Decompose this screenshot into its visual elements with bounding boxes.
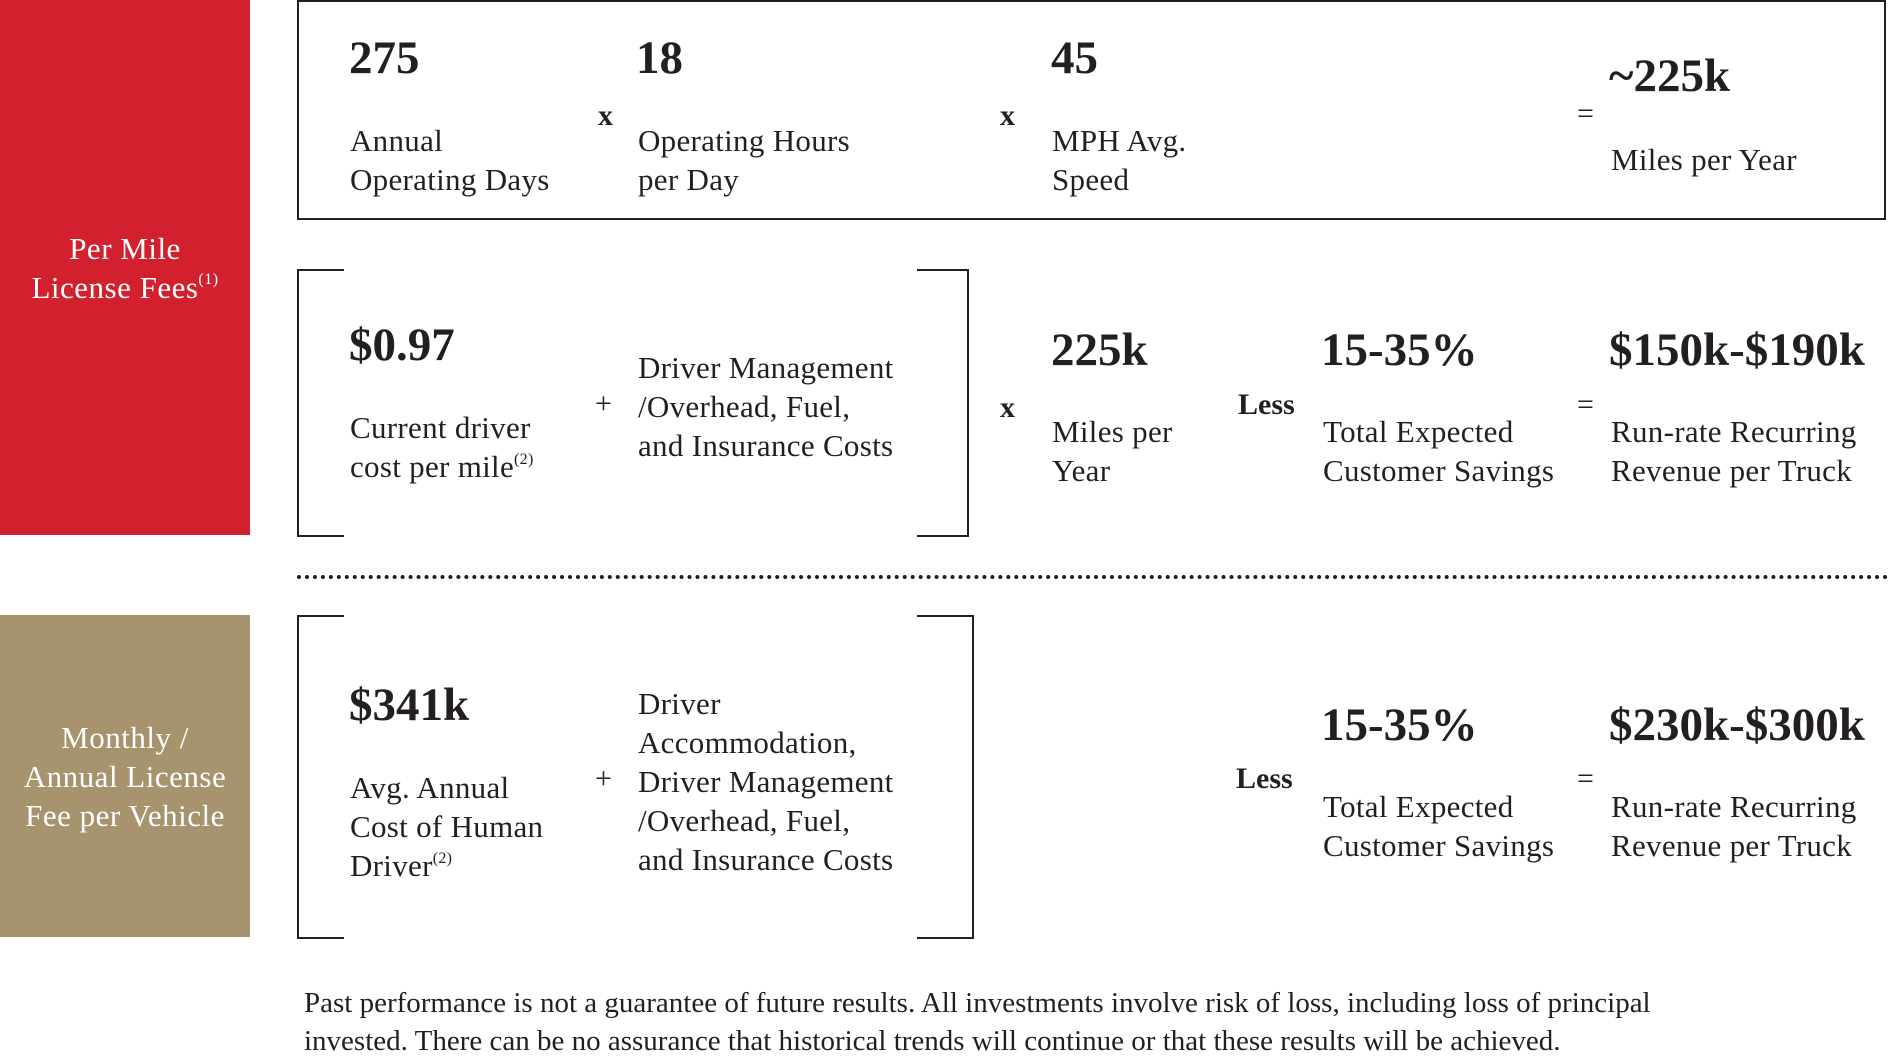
human-driver-cost-value: $341k [349,679,470,731]
sidebar-monthly-line3: Fee per Vehicle [25,797,225,833]
revenue-per-truck-value-row2: $150k-$190k [1609,324,1865,376]
sidebar-monthly-line1: Monthly / [61,719,189,755]
equals-operator-1: = [1577,97,1594,130]
operating-days-value: 275 [349,32,420,84]
revenue-per-truck-label-row3: Run-rate Recurring Revenue per Truck [1611,789,1857,863]
driver-cost-per-mile-value: $0.97 [349,319,455,371]
right-bracket-row3 [917,615,974,939]
avg-speed-label: MPH Avg. Speed [1052,123,1187,197]
operating-hours-value: 18 [636,32,683,84]
sidebar-monthly-line2: Annual License [23,758,227,794]
multiply-operator-2: x [1000,99,1015,132]
operating-days-label: Annual Operating Days [350,123,550,197]
equals-operator-row2: = [1577,388,1594,421]
driver-management-costs-row2: Driver Management /Overhead, Fuel, and Insurance Costs [638,350,894,463]
operating-hours-label: Operating Hours per Day [638,123,850,197]
left-bracket-row2 [297,269,344,537]
driver-accommodation-costs-row3: Driver Accommodation, Driver Management /Overhead, Fuel, and Insurance Costs [638,686,894,877]
customer-savings-label-row2: Total Expected Customer Savings [1323,414,1555,488]
human-driver-cost-label: Avg. Annual Cost of Human Driver$^{(2)}$ [350,770,544,883]
customer-savings-value-row3: 15-35% [1321,699,1478,751]
equals-operator-row3: = [1577,762,1594,795]
footnote-1: (1) [198,271,219,289]
footnote-2-row3: (2) [432,849,453,867]
less-operator-row2: Less [1238,388,1295,421]
revenue-per-truck-label-row2: Run-rate Recurring Revenue per Truck [1611,414,1857,488]
sidebar-per-mile-line2: License Fees [31,269,199,305]
sidebar-monthly-panel [0,615,250,937]
miles-per-year-label: Miles per Year [1611,142,1797,177]
section-divider [297,575,1889,579]
avg-speed-value: 45 [1051,32,1098,84]
miles-per-year-result: ~225k [1609,50,1731,102]
footnote-2: (2) [514,450,534,468]
plus-operator-row3: + [595,762,612,795]
multiply-operator-row2: x [1000,391,1015,424]
customer-savings-label-row3: Total Expected Customer Savings [1323,789,1555,863]
less-operator-row3: Less [1236,762,1293,795]
disclaimer-text: Past performance is not a guarantee of future results. All investments involve risk of loss, including loss of principal invested. There can be no assurance that historical trends will continue or that these results will be achieved. [304,987,1651,1057]
driver-cost-per-mile-label: Current driver cost per mile$^{(2)}$ [350,410,534,484]
right-bracket-row2 [917,269,969,537]
customer-savings-value-row2: 15-35% [1321,324,1478,376]
plus-operator-row2: + [595,387,612,420]
multiply-operator-1: x [598,99,613,132]
left-bracket-row3 [297,615,344,939]
sidebar-per-mile-panel [0,0,250,535]
miles-per-year-label-row2: Miles per Year [1052,414,1173,488]
revenue-per-truck-value-row3: $230k-$300k [1609,699,1865,751]
miles-per-year-value-row2: 225k [1051,324,1148,376]
sidebar-per-mile-line1: Per Mile [69,230,181,266]
